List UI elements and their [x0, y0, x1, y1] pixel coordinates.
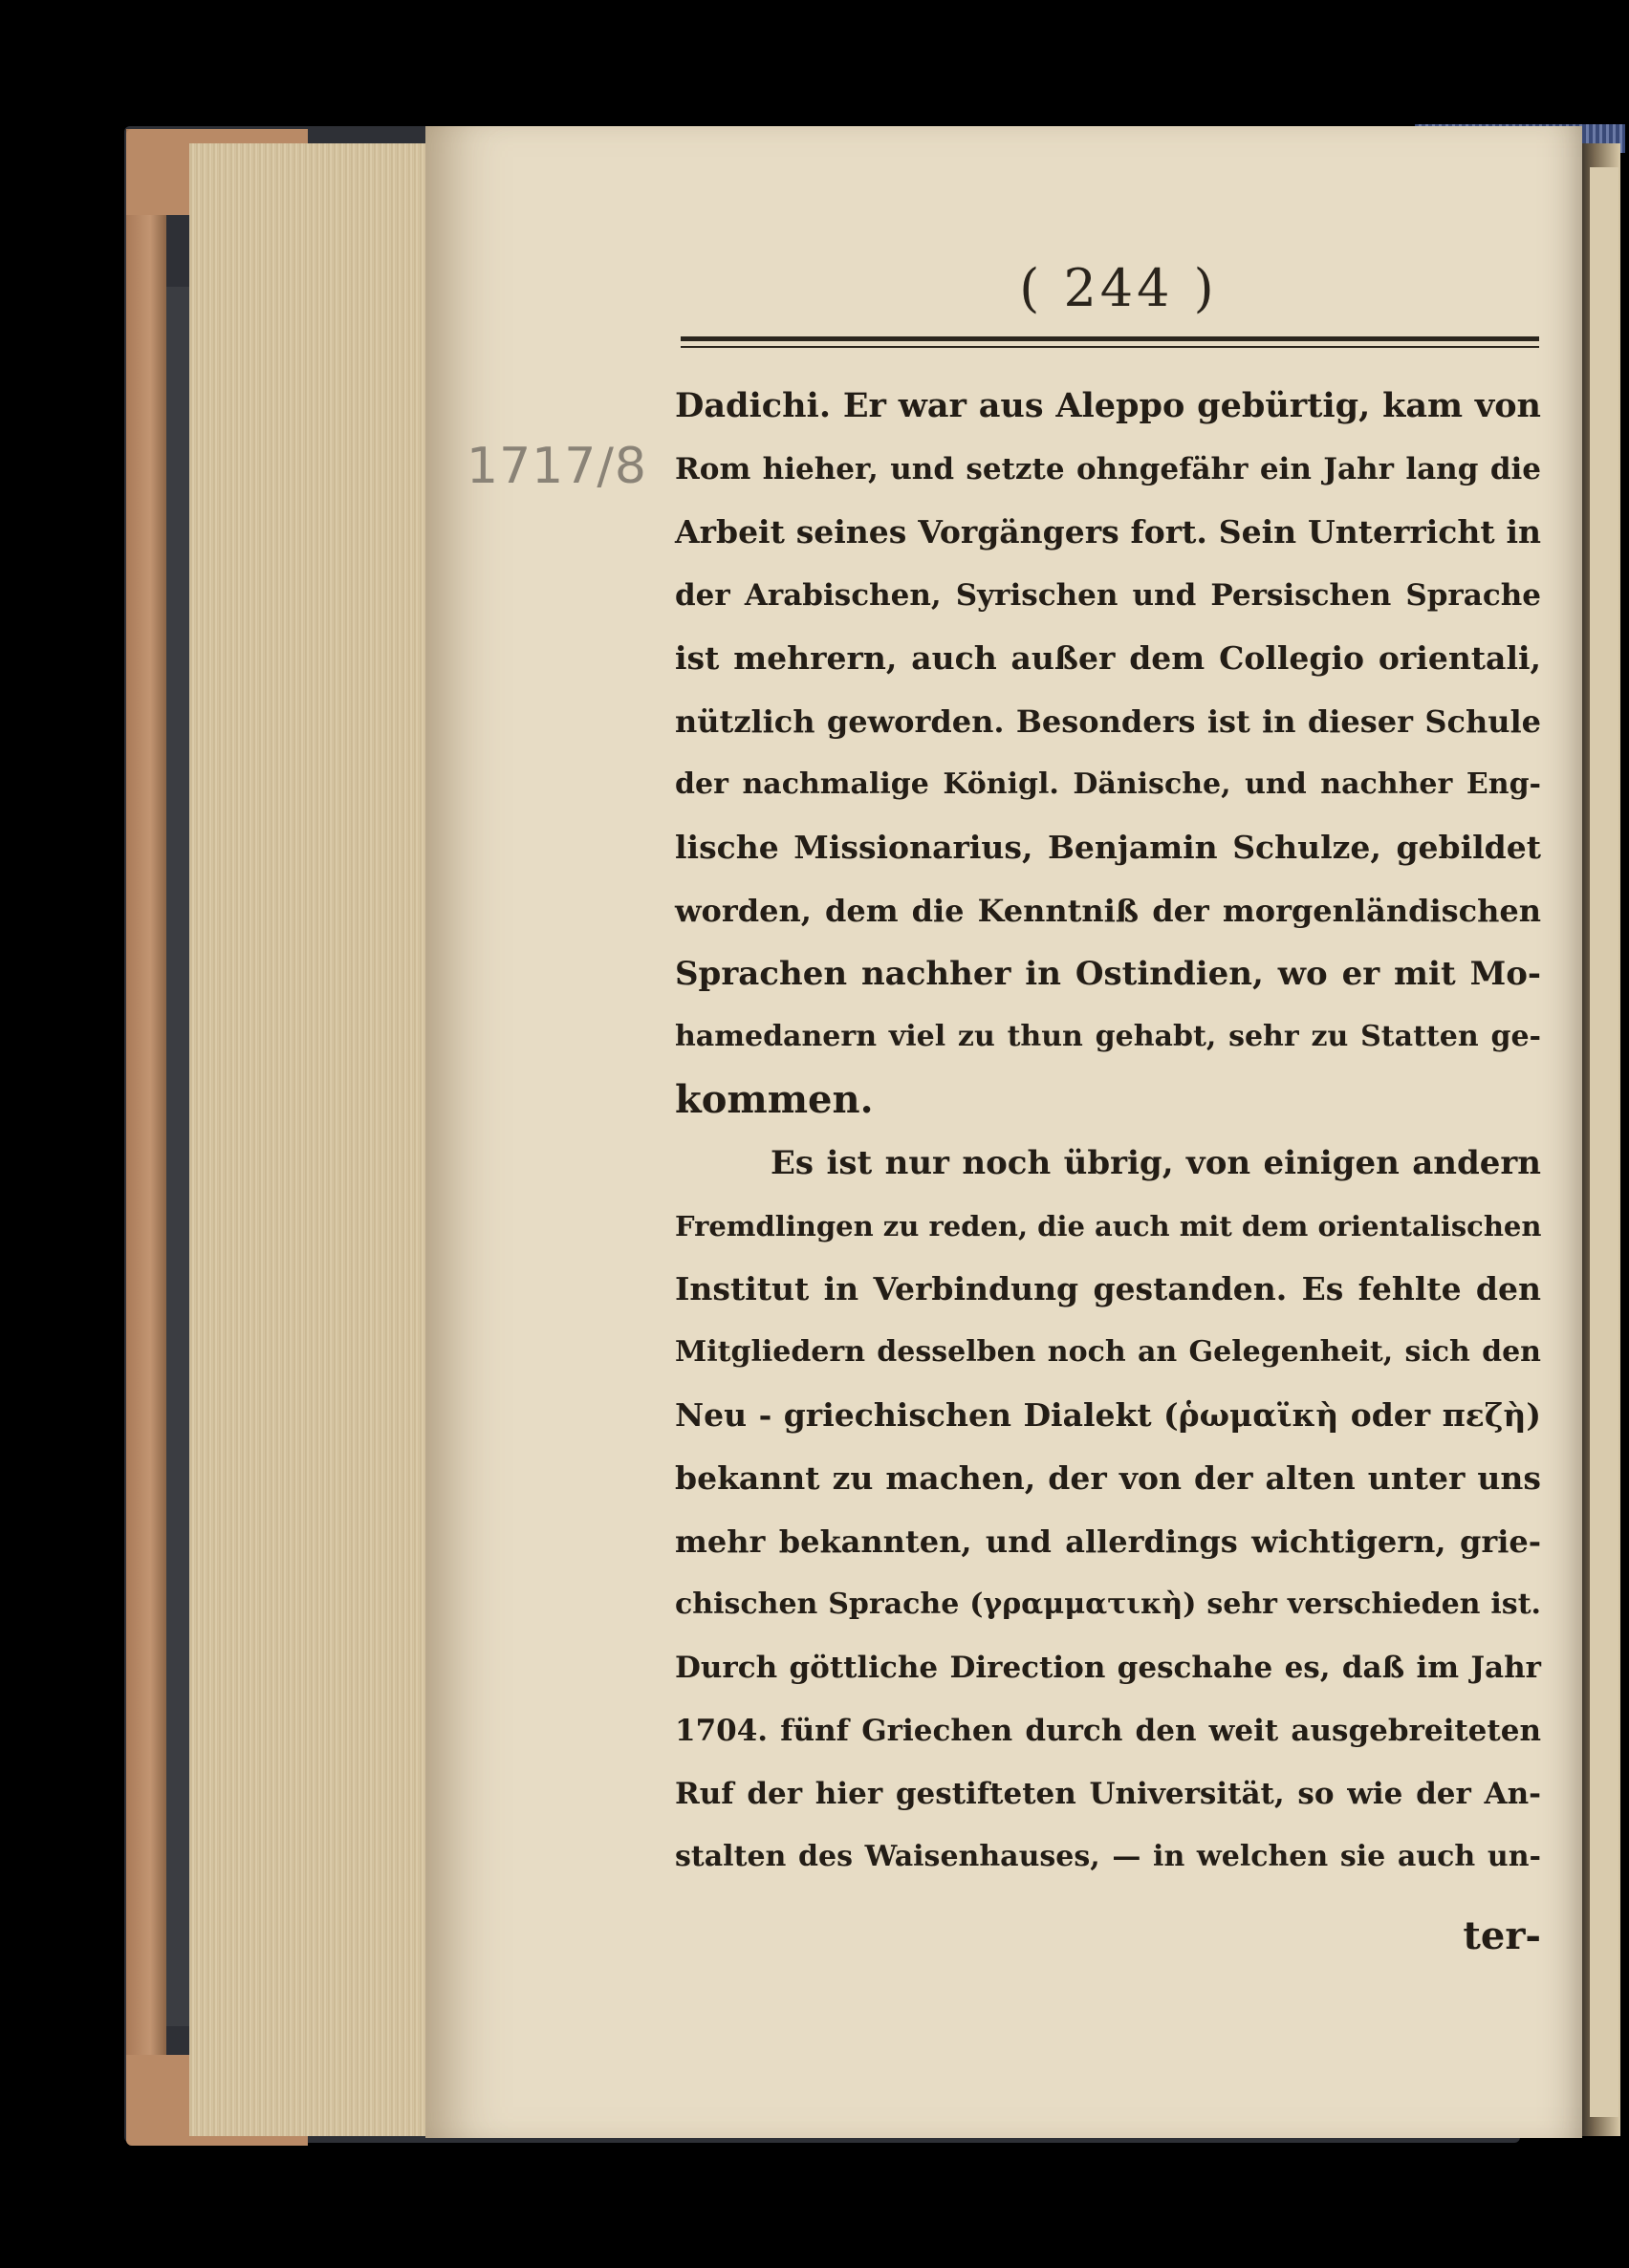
text-line: der nachmalige Königl. Dänische, und nachher Eng-	[675, 767, 1541, 801]
text-line: ist mehrern, auch außer dem Collegio orientali,	[675, 639, 1541, 677]
text-line: 1704. fünf Griechen durch den weit ausgebreiteten	[675, 1714, 1541, 1748]
margin-note: 1717/8	[467, 438, 647, 495]
text-line: bekannt zu machen, der von der alten unter uns	[675, 1459, 1541, 1497]
text-line: Durch göttliche Direction geschahe es, daß im Jahr	[675, 1651, 1541, 1685]
text-line: Neu - griechischen Dialekt (ῥωμαϊκὴ oder πεζὴ)	[675, 1396, 1541, 1434]
leather-spine	[126, 129, 166, 2141]
text-line: mehr bekannten, und allerdings wichtigern, grie-	[675, 1523, 1541, 1560]
text-line: der Arabischen, Syrischen und Persischen Sprache	[675, 578, 1541, 613]
text-line: Rom hieher, und setzte ohngefähr ein Jahr lang die	[675, 452, 1541, 486]
catchword: ter-	[1463, 1913, 1541, 1958]
text-line: kommen.	[675, 1077, 874, 1122]
cover-cloth	[166, 287, 189, 2026]
text-line: Dadichi. Er war aus Aleppo gebürtig, kam von	[675, 386, 1541, 425]
text-line: chischen Sprache (γραμματικὴ) sehr verschieden ist.	[675, 1588, 1541, 1621]
text-line: Arbeit seines Vorgängers fort. Sein Unterricht in	[675, 513, 1541, 551]
header-rule-thin	[681, 346, 1539, 348]
text-line: worden, dem die Kenntniß der morgenländischen	[675, 893, 1541, 929]
text-line: Ruf der hier gestifteten Universität, so wie der An-	[675, 1777, 1541, 1811]
page-edges	[189, 143, 428, 2136]
text-line: stalten des Waisenhauses, — in welchen sie auch un-	[675, 1840, 1541, 1873]
page-number: ( 244 )	[1019, 258, 1218, 318]
text-line: lische Missionarius, Benjamin Schulze, gebildet	[675, 829, 1541, 866]
text-line: nützlich geworden. Besonders ist in dieser Schule	[675, 703, 1541, 740]
text-line: Mitgliedern desselben noch an Gelegenheit, sich den	[675, 1335, 1541, 1369]
text-line: Es ist nur noch übrig, von einigen andern	[771, 1144, 1541, 1182]
text-line: hamedanern viel zu thun gehabt, sehr zu Statten ge-	[675, 1020, 1541, 1053]
facing-page-edge	[1590, 167, 1618, 2117]
text-line: Fremdlingen zu reden, die auch mit dem orientalischen	[675, 1210, 1542, 1242]
header-rule	[681, 336, 1539, 341]
text-line: Sprachen nachher in Ostindien, wo er mit Mo-	[675, 955, 1541, 993]
body-text	[675, 375, 1541, 1889]
text-line: Institut in Verbindung gestanden. Es fehlte den	[675, 1270, 1541, 1307]
